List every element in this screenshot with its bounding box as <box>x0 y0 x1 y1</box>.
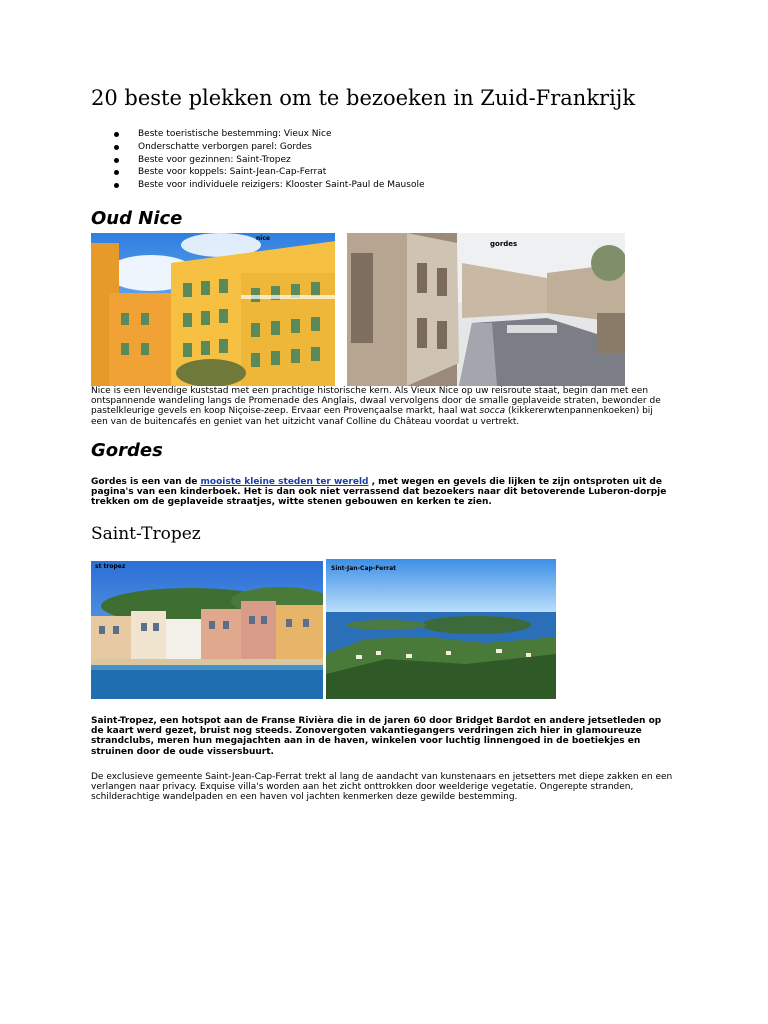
nice-photo <box>91 233 335 386</box>
gordes-photo-caption: gordes <box>490 240 518 248</box>
cap-ferrat-photo-caption: Sint-Jan-Cap-Ferrat <box>331 565 397 572</box>
list-item: Beste voor individuele reizigers: Klooster Saint-Paul de Mausole <box>91 179 651 192</box>
smallest-towns-link[interactable]: mooiste kleine steden ter wereld <box>200 477 369 487</box>
section-heading-gordes: Gordes <box>91 440 163 461</box>
section-heading-tropez: Saint-Tropez <box>91 524 201 544</box>
cap-ferrat-photo <box>326 559 556 699</box>
bullet-icon <box>114 170 119 175</box>
list-item: Beste voor gezinnen: Saint-Tropez <box>91 154 651 167</box>
nice-paragraph: Nice is een levendige kuststad met een prachtige historische kern. Als Vieux Nice op uw reisroute staat, begin dan met een ontspannende wandeling langs de Promenade des Anglais, dwaal vervolgens door de smalle geplaveide straten, bewonder de pastelkleurige gevels en koop Niçoise-zeep. Ervaar een Provençaalse markt, haal wat socca (kikkererwtenpannenkoeken) bij een van de buitencafés en geniet van het uitzicht vanaf Colline du Château voordat u vertrekt. <box>91 386 661 427</box>
bullet-icon <box>114 132 119 137</box>
gordes-paragraph: Gordes is een van de mooiste kleine steden ter wereld , met wegen en gevels die lijken te zijn ontsproten uit de pagina's van een kinderboek. Het is dan ook niet verrassend dat bezoekers naar dit betoverende Luberon-dorpje trekken om de geplaveide straatjes, witte stenen gebouwen en kerken te zien. <box>91 477 667 508</box>
page-title: 20 beste plekken om te bezoeken in Zuid-Frankrijk <box>91 86 636 110</box>
section-heading-nice: Oud Nice <box>91 208 183 229</box>
bullet-icon <box>114 158 119 163</box>
bullet-icon <box>114 183 119 188</box>
st-tropez-photo <box>91 561 323 699</box>
gordes-photo <box>347 233 625 386</box>
ferrat-paragraph: De exclusieve gemeente Saint-Jean-Cap-Ferrat trekt al lang de aandacht van kunstenaars en jetsetters met diepe zakken en een verlangen naar privacy. Exquise villa's worden aan het zicht onttrokken door weelderige vegetatie. Ongerepte stranden, schilderachtige wandelpaden en een haven vol jachten kenmerken deze gewilde bestemming. <box>91 772 673 803</box>
nice-photo-caption: nice <box>256 235 270 242</box>
st-tropez-photo-caption: st tropez <box>95 563 126 570</box>
bullet-icon <box>114 145 119 150</box>
highlights-list <box>91 128 651 192</box>
list-item: Onderschatte verborgen parel: Gordes <box>91 141 651 154</box>
tropez-paragraph: Saint-Tropez, een hotspot aan de Franse Rivièra die in de jaren 60 door Bridget Bardot en andere jetsetleden op de kaart werd gezet, bruist nog steeds. Zonovergoten vakantiegangers verdringen zich hier in glamoureuze strandclubs, meren hun megajachten aan in de haven, winkelen voor luchtig linnengoed in de boetiekjes en struinen door de oude vissersbuurt. <box>91 716 662 757</box>
list-item: Beste voor koppels: Saint-Jean-Cap-Ferrat <box>91 166 651 179</box>
list-item: Beste toeristische bestemming: Vieux Nice <box>91 128 651 141</box>
